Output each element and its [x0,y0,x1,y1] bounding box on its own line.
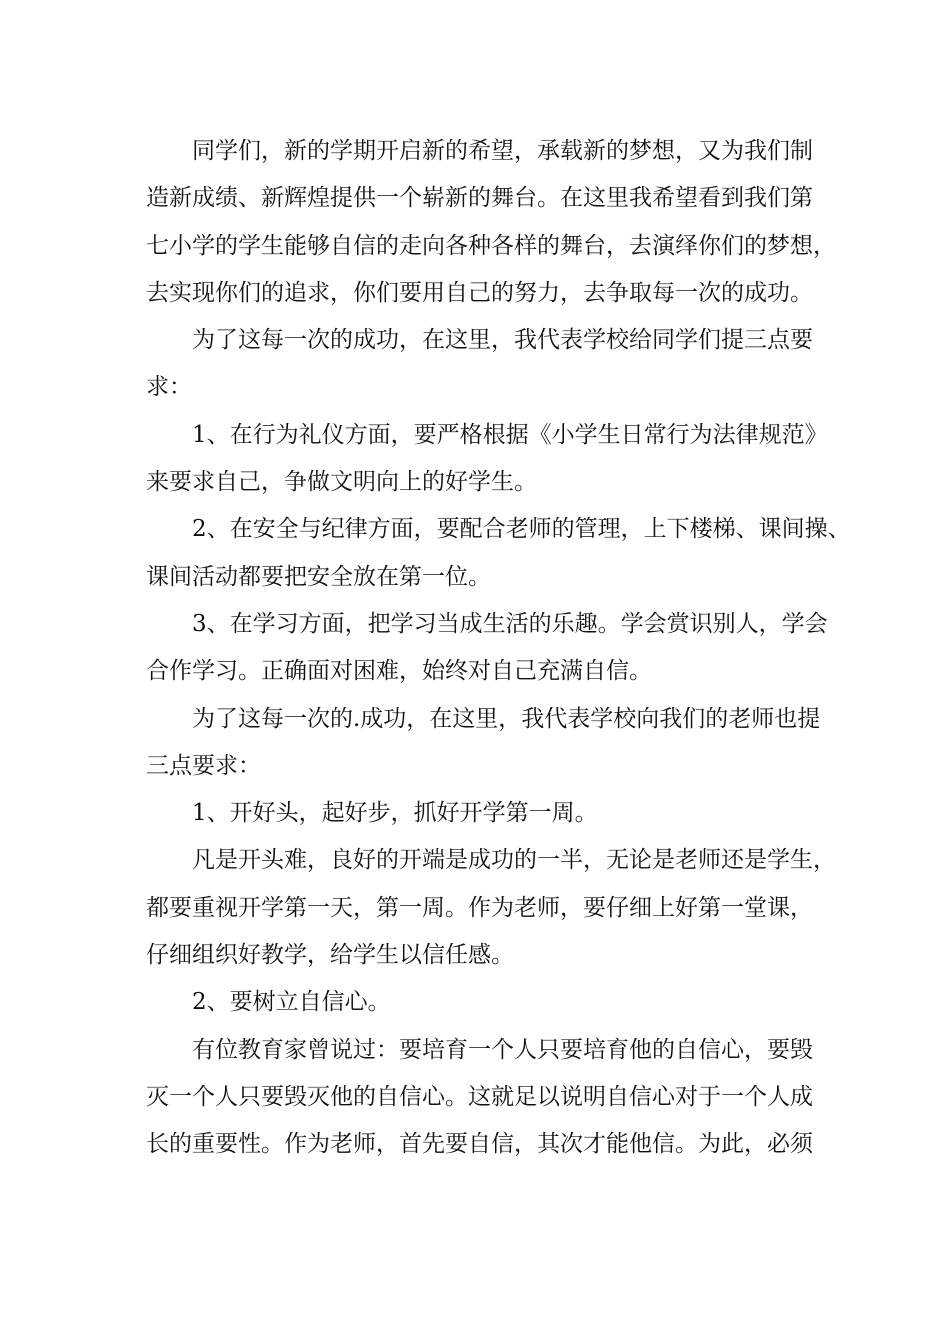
text-line: 有位教育家曾说过：要培育一个人只要培育他的自信心，要毁 [192,1036,813,1063]
text-line: 1、在行为礼仪方面，要严格根据《小学生日常行为法律规范》 [192,421,828,448]
text-line: 灭一个人只要毁灭他的自信心。这就足以说明自信心对于一个人成 [146,1083,813,1110]
text-line: 同学们，新的学期开启新的希望，承载新的梦想，又为我们制 [192,138,813,164]
text-line: 1、开好头，起好步，抓好开学第一周。 [192,800,598,827]
text-line: 来要求自己，争做文明向上的好学生。 [146,469,537,496]
text-line: 造新成绩、新辉煌提供一个崭新的舞台。在这里我希望看到我们第 [146,185,813,212]
text-line: 都要重视开学第一天，第一周。作为老师，要仔细上好第一堂课， [146,894,813,921]
text-line: 三点要求： [146,752,261,779]
text-line: 凡是开头难，良好的开端是成功的一半，无论是老师还是学生， [192,847,836,874]
text-line: 仔细组织好教学，给学生以信任感。 [146,942,514,969]
text-line: 去实现你们的追求，你们要用自己的努力，去争取每一次的成功。 [146,279,813,306]
text-line: 合作学习。正确面对困难，始终对自己充满自信。 [146,658,652,685]
text-line: 为了这每一次的成功，在这里，我代表学校给同学们提三点要 [192,327,813,354]
text-line: 求： [146,374,192,401]
text-line: 课间活动都要把安全放在第一位。 [146,563,491,590]
text-line: 七小学的学生能够自信的走向各种各样的舞台，去演绎你们的梦想， [146,232,836,259]
document-body [146,128,851,1169]
text-line: 2、在安全与纪律方面，要配合老师的管理，上下楼梯、课间操、 [192,516,851,543]
text-line: 为了这每一次的.成功，在这里，我代表学校向我们的老师也提 [192,705,821,732]
text-line: 2、要树立自信心。 [192,989,391,1016]
text-line: 3、在学习方面，把学习当成生活的乐趣。学会赏识别人，学会 [192,610,828,637]
text-line: 长的重要性。作为老师，首先要自信，其次才能他信。为此，必须 [146,1131,813,1158]
